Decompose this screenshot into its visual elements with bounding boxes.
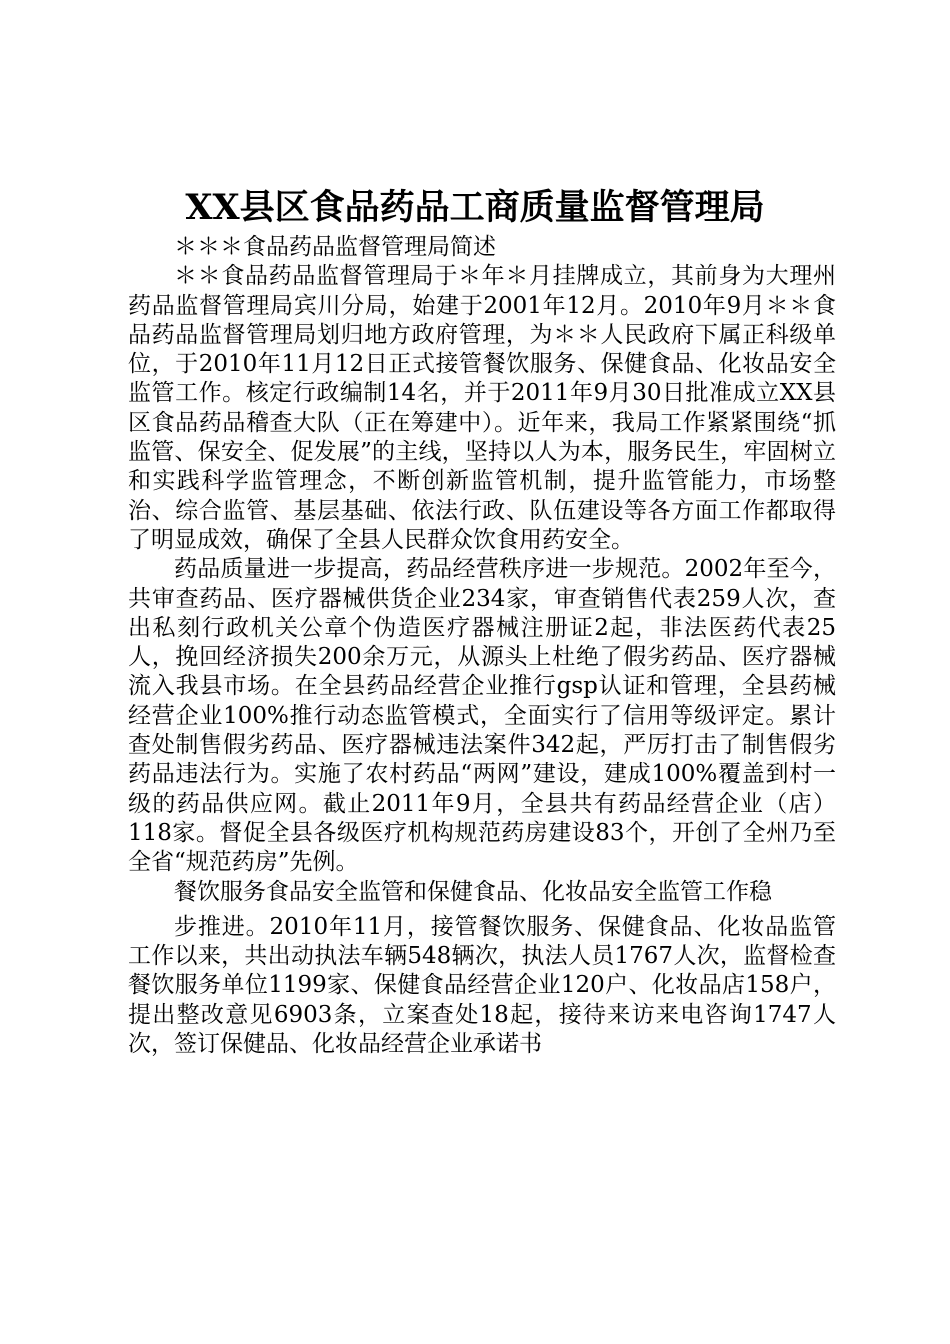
- paragraph-intro: ＊＊食品药品监督管理局于＊年＊月挂牌成立，其前身为大理州药品监督管理局宾川分局，始建于2001年12月。2010年9月＊＊食品药品监督管理局划归地方政府管理，为＊＊人民政府下属正科级单位，于2010年11月12日正式接管餐饮服务、保健食品、化妆品安全监管工作。核定行政编制14名，并于2011年9月30日批准成立XX县区食品药品稽查大队（正在筹建中）。近年来，我局工作紧紧围绕“抓监管、保安全、促发展”的主线，坚持以人为本，服务民生，牢固树立和实践科学监管理念，不断创新监管机制，提升监管能力，市场整治、综合监管、基层基础、依法行政、队伍建设等各方面工作都取得了明显成效，确保了全县人民群众饮食用药安全。: [128, 263, 836, 553]
- paragraph-food-safety: 步推进。2010年11月，接管餐饮服务、保健食品、化妆品监管工作以来，共出动执法车辆548辆次，执法人员1767人次，监督检查餐饮服务单位1199家、保健食品经营企业120户、化妆品店158户，提出整改意见6903条，立案查处18起，接待来访来电咨询1747人次，签订保健品、化妆品经营企业承诺书: [128, 913, 836, 1058]
- document-body: [128, 233, 836, 1059]
- document-title: XX县区食品药品工商质量监督管理局: [185, 187, 765, 228]
- paragraph-food-safety-heading: 餐饮服务食品安全监管和保健食品、化妆品安全监管工作稳: [174, 878, 772, 905]
- section-heading: ＊＊＊食品药品监督管理局简述: [174, 234, 496, 260]
- paragraph-drug-quality: 药品质量进一步提高，药品经营秩序进一步规范。2002年至今，共审查药品、医疗器械供货企业234家，审查销售代表259人次，查出私刻行政机关公章个伪造医疗器械注册证2起，非法医药代表25人，挽回经济损失200余万元，从源头上杜绝了假劣药品、医疗器械流入我县市场。在全县药品经营企业推行gsp认证和管理，全县药械经营企业100%推行动态监管模式，全面实行了信用等级评定。累计查处制售假劣药品、医疗器械违法案件342起，严厉打击了制售假劣药品违法行为。实施了农村药品“两网”建设，建成100%覆盖到村一级的药品供应网。截止2011年9月，全县共有药品经营企业（店）118家。督促全县各级医疗机构规范药房建设83个，开创了全州乃至全省“规范药房”先例。: [128, 556, 836, 876]
